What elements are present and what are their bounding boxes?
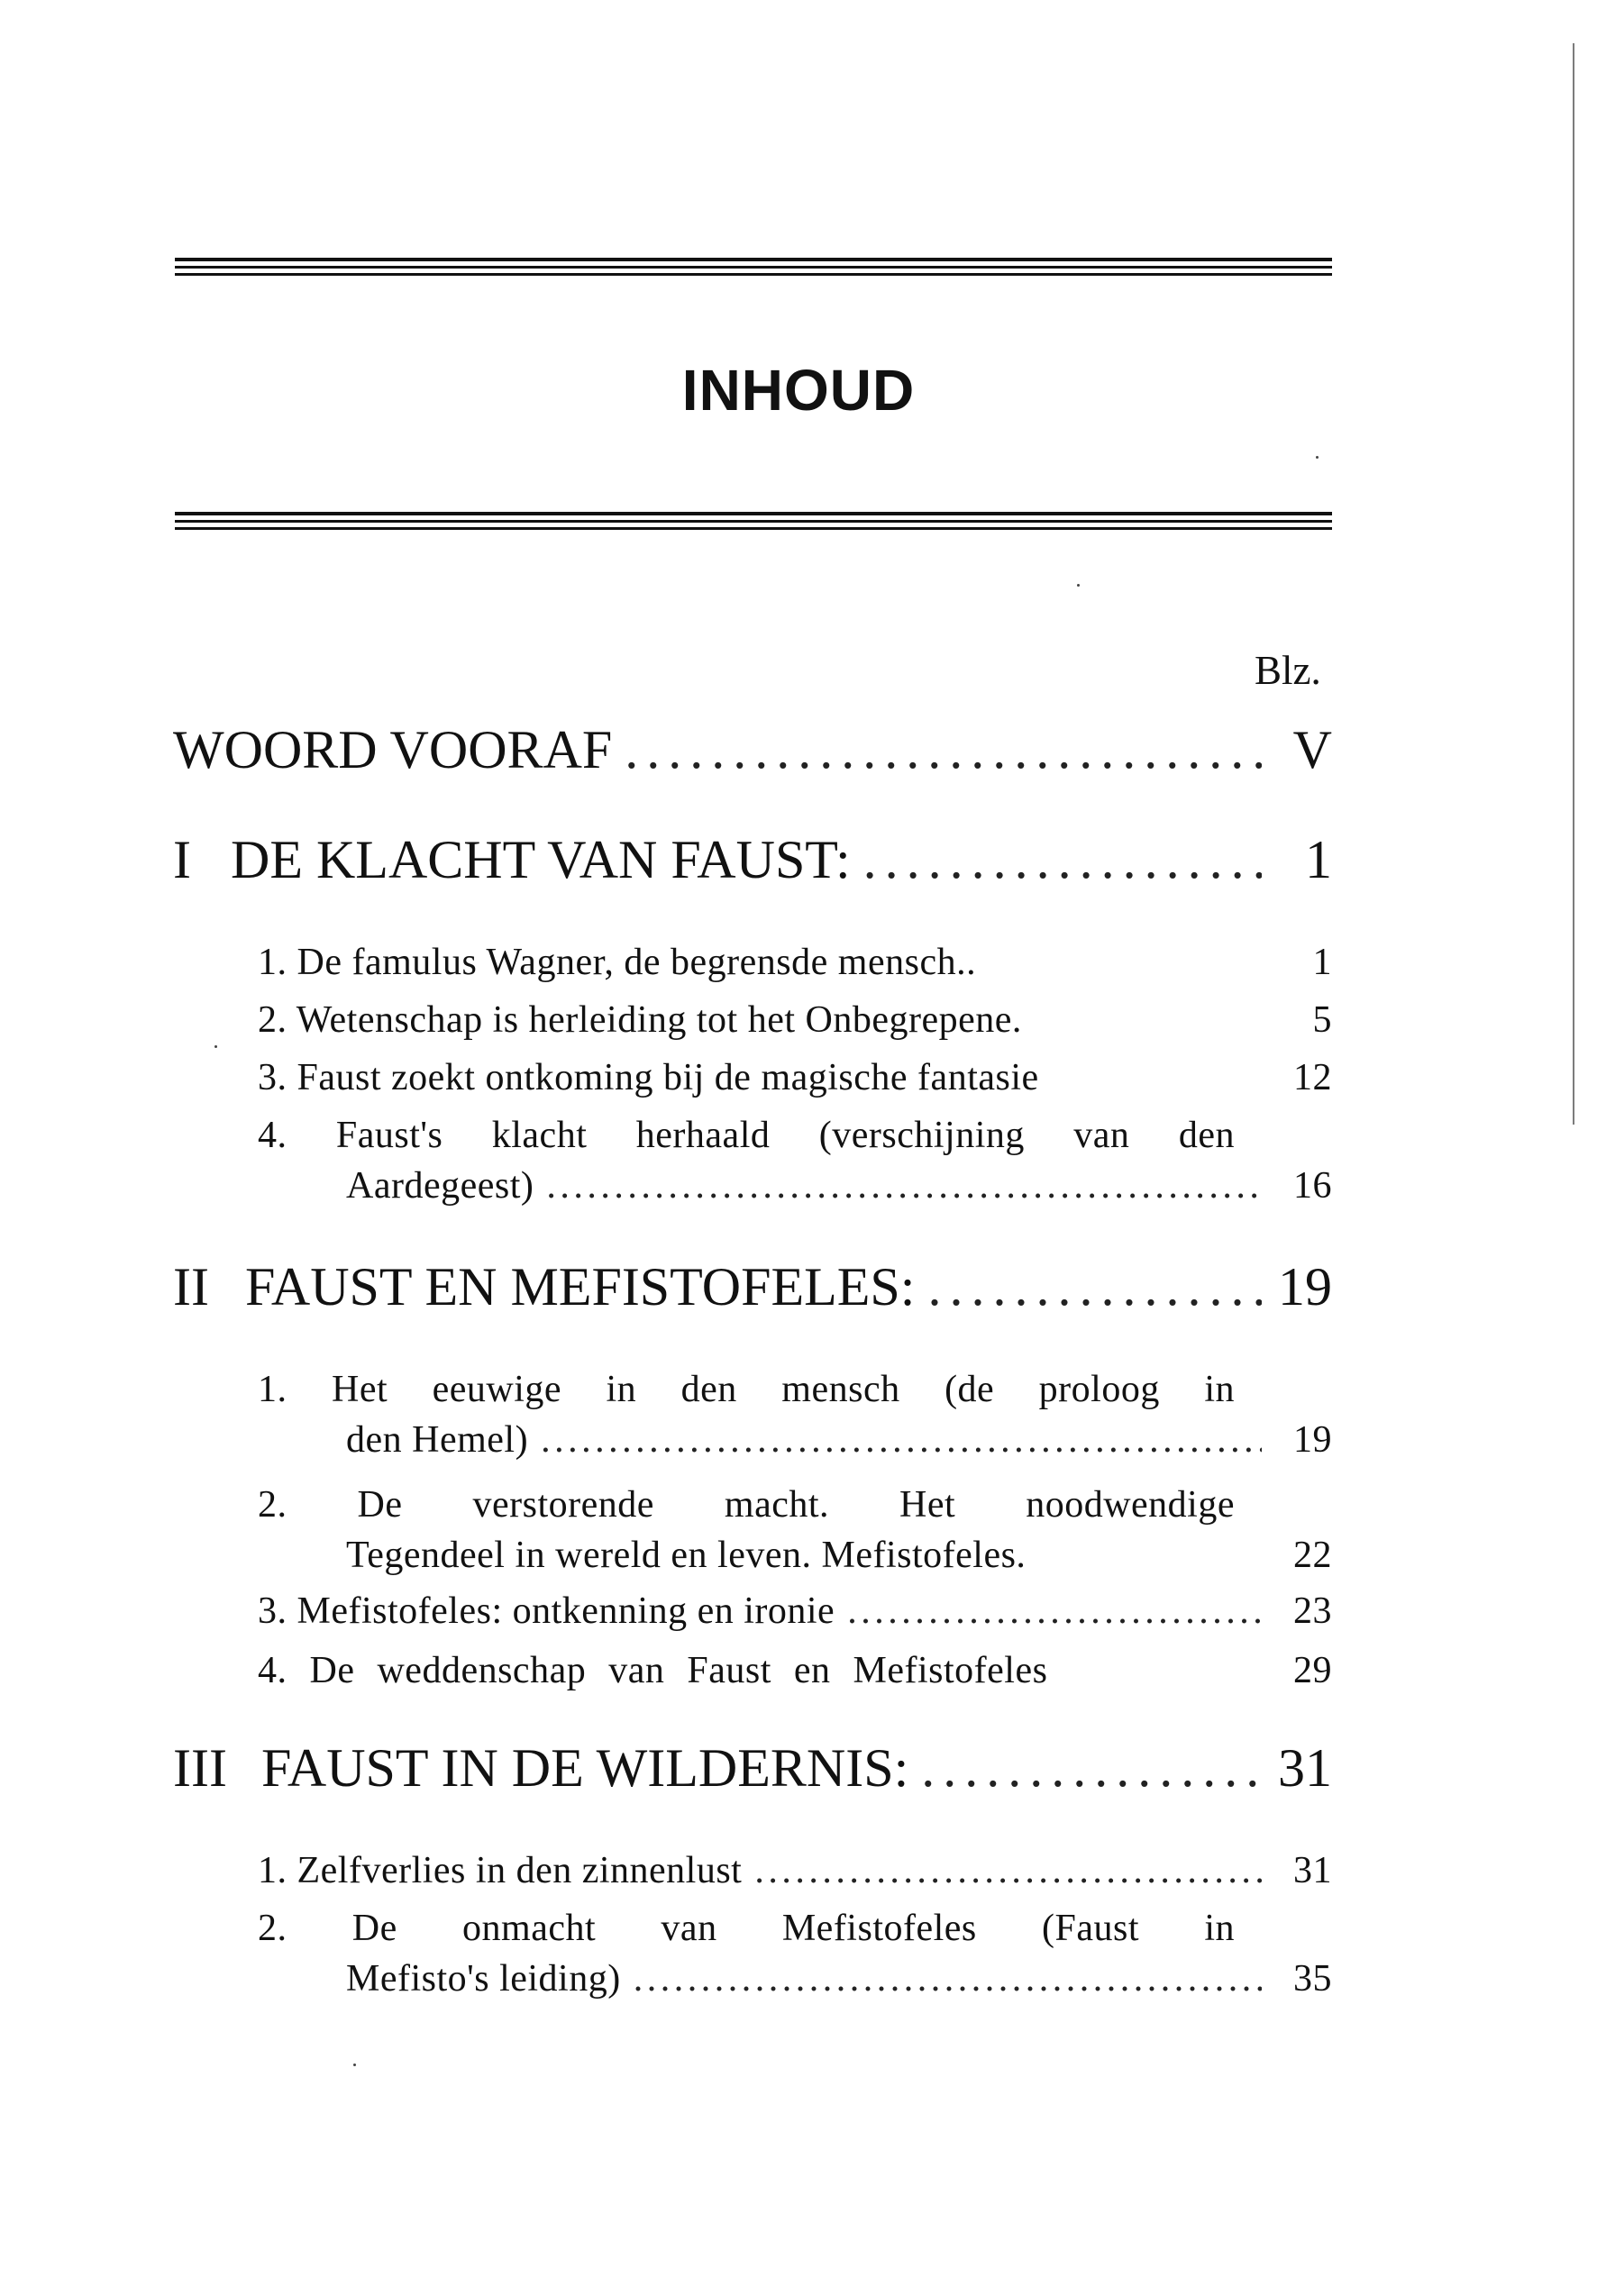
toc-item-page: 16 bbox=[1293, 1165, 1332, 1207]
dot-leader bbox=[546, 1164, 1262, 1207]
toc-item-label: 2. De verstorende macht. Het noodwendige bbox=[258, 1484, 1235, 1526]
page-column-label: Blz. bbox=[1255, 648, 1321, 693]
toc-item-page: 1 bbox=[1312, 942, 1332, 983]
toc-entry-page: V bbox=[1292, 720, 1332, 779]
part-title: DE KLACHT VAN FAUST: bbox=[230, 830, 851, 889]
toc-entry-page: 19 bbox=[1278, 1257, 1332, 1317]
toc-item-page: 19 bbox=[1293, 1419, 1332, 1461]
toc-part-heading bbox=[173, 829, 851, 891]
dot-leader bbox=[921, 1737, 1262, 1799]
toc-entry-page: 1 bbox=[1305, 830, 1332, 889]
toc-item-continuation: Mefisto's leiding) bbox=[346, 1958, 621, 2000]
toc-part-1 bbox=[173, 829, 1332, 891]
toc-entry-page: 31 bbox=[1278, 1738, 1332, 1798]
toc-entry-label: WOORD VOORAF bbox=[173, 720, 613, 779]
toc-item-page: 22 bbox=[1293, 1535, 1332, 1576]
toc-part-heading bbox=[173, 1737, 908, 1799]
toc-item-label: 3. Mefistofeles: ontkenning en ironie bbox=[258, 1590, 835, 1632]
toc-item bbox=[346, 1418, 1332, 1462]
speck bbox=[1316, 456, 1319, 459]
toc-part-2 bbox=[173, 1256, 1332, 1318]
speck bbox=[1077, 584, 1080, 587]
toc-item-label: 4. De weddenschap van Faust en Mefistofeles bbox=[258, 1650, 1048, 1691]
page-title: INHOUD bbox=[681, 358, 916, 423]
dot-leader bbox=[634, 1957, 1262, 2000]
part-numeral: III bbox=[173, 1738, 227, 1798]
toc-item-page: 29 bbox=[1293, 1650, 1332, 1691]
part-title: FAUST EN MEFISTOFELES: bbox=[244, 1257, 916, 1317]
toc-item-continuation: den Hemel) bbox=[346, 1419, 529, 1461]
speck bbox=[353, 2064, 356, 2066]
toc-part-3 bbox=[173, 1737, 1332, 1799]
dot-leader bbox=[541, 1418, 1262, 1462]
toc-item bbox=[258, 1649, 1332, 1692]
toc-item-continuation: Tegendeel in wereld en leven. Mefistofeles. bbox=[346, 1535, 1027, 1576]
toc-item bbox=[258, 1849, 1332, 1892]
toc-item bbox=[258, 1056, 1332, 1099]
toc-item-page: 12 bbox=[1293, 1057, 1332, 1098]
dot-leader bbox=[754, 1849, 1262, 1892]
top-rule bbox=[175, 258, 1332, 276]
toc-item bbox=[258, 998, 1332, 1042]
dot-leader bbox=[927, 1256, 1262, 1318]
toc-item-page: 35 bbox=[1293, 1958, 1332, 2000]
part-title: FAUST IN DE WILDERNIS: bbox=[260, 1738, 909, 1798]
toc-item-page: 31 bbox=[1293, 1850, 1332, 1891]
toc-item bbox=[258, 1590, 1332, 1633]
toc-item bbox=[346, 1957, 1332, 2000]
toc-item-continuation: Aardegeest) bbox=[346, 1165, 534, 1207]
page-edge-line bbox=[1573, 43, 1574, 1125]
speck bbox=[214, 1045, 217, 1048]
toc-item bbox=[258, 941, 1332, 984]
part-numeral: I bbox=[173, 830, 191, 889]
toc-item-page: 5 bbox=[1312, 999, 1332, 1041]
toc-item-label: 1. Zelfverlies in den zinnenlust bbox=[258, 1850, 743, 1891]
toc-item bbox=[346, 1164, 1332, 1207]
heading-rule bbox=[175, 512, 1332, 530]
toc-item-page: 23 bbox=[1293, 1590, 1332, 1632]
toc-item-label: 2. De onmacht van Mefistofeles (Faust in bbox=[258, 1908, 1235, 1949]
dot-leader bbox=[847, 1590, 1262, 1633]
toc-entry-woord-vooraf bbox=[173, 719, 1332, 781]
dot-leader bbox=[625, 719, 1262, 781]
toc-item bbox=[346, 1534, 1332, 1577]
toc-item-label: 1. De famulus Wagner, de begrensde mensch.. bbox=[258, 942, 977, 983]
toc-item-label: 3. Faust zoekt ontkoming bij de magische fantasie bbox=[258, 1057, 1039, 1098]
toc-item-label: 4. Faust's klacht herhaald (verschijning van den bbox=[258, 1115, 1235, 1156]
toc-item-label: 2. Wetenschap is herleiding tot het Onbegrepene. bbox=[258, 999, 1022, 1041]
dot-leader bbox=[863, 829, 1262, 891]
toc-part-heading bbox=[173, 1256, 915, 1318]
part-numeral: II bbox=[173, 1257, 209, 1317]
toc-item-label: 1. Het eeuwige in den mensch (de proloog in bbox=[258, 1369, 1235, 1410]
